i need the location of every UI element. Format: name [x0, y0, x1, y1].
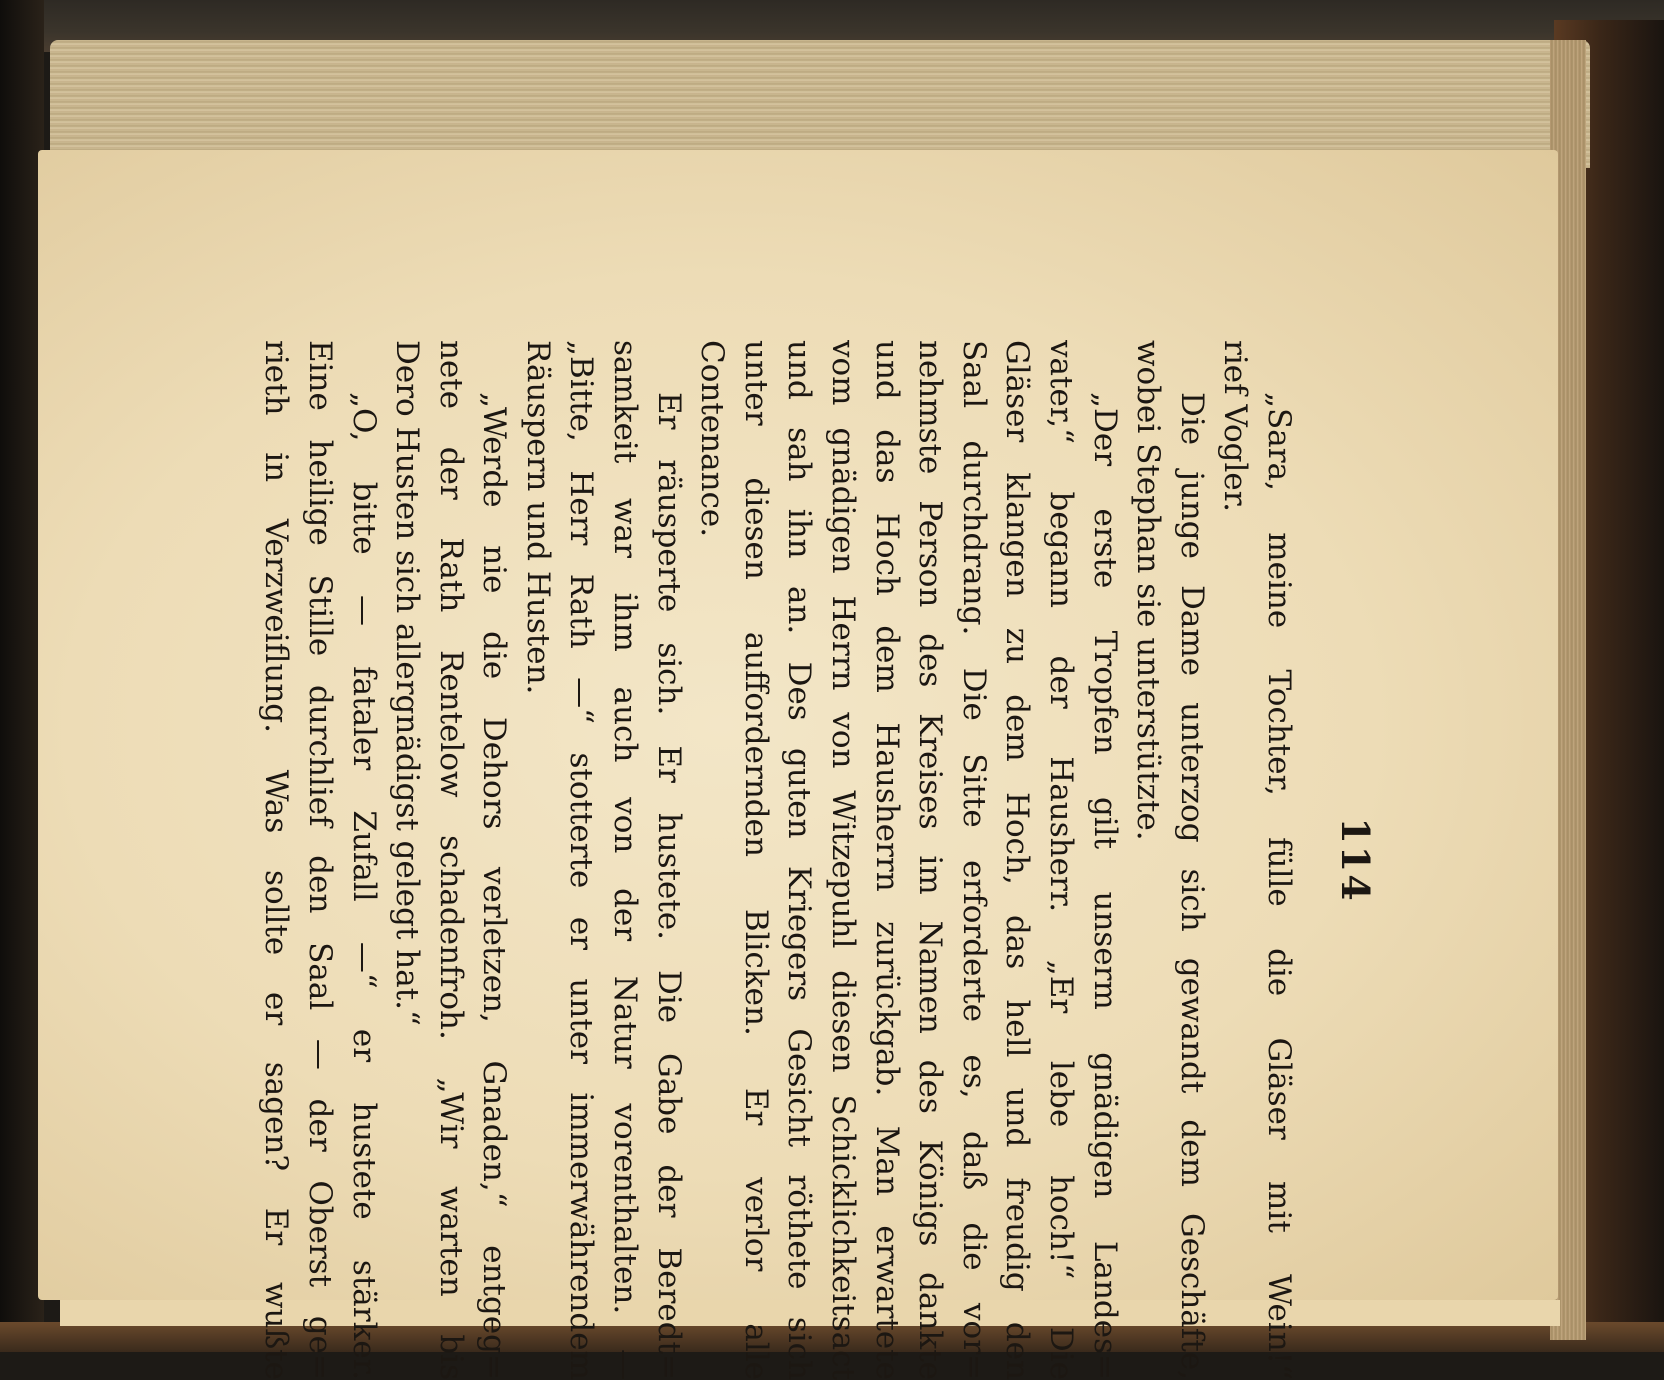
text-line: nehmste Person des Kreises im Namen des Königs dankte: [912, 340, 949, 1380]
text-line: „Sara, meine Tochter, fülle die Gläser mit Wein!“: [1261, 392, 1297, 1380]
text-line: Dero Husten sich allergnädigst gelegt hat.“: [389, 340, 426, 1026]
text-line: und sah ihn an. Des guten Kriegers Gesicht röthete sich: [781, 340, 818, 1380]
text-line: Die junge Dame unterzog sich gewandt dem Geschäfte,: [1173, 392, 1210, 1380]
text-line: Saal durchdrang. Die Sitte erforderte es, daß die vor=: [955, 340, 992, 1380]
text-lines: [254, 340, 1300, 1380]
text-line: Er räusperte sich. Er hustete. Die Gabe der Beredt=: [650, 392, 687, 1380]
text-line: vater,“ begann der Hausherr. „Er lebe hoch!“ Die: [1043, 340, 1080, 1380]
text-line: Gläser klangen zu dem Hoch, das hell und freudig den: [999, 340, 1036, 1380]
text-line: und das Hoch dem Hausherrn zurückgab. Man erwartete: [868, 340, 905, 1380]
page-block-edge: [50, 40, 1590, 168]
page-text-block: [198, 340, 1378, 1380]
text-line: Eine heilige Stille durchlief den Saal — der Oberst ge=: [301, 340, 338, 1380]
page-number: 114: [1333, 817, 1378, 903]
text-line: „Werde nie die Dehors verletzen, Gnaden,“ entgeg=: [476, 392, 513, 1380]
text-line: „O, bitte — fataler Zufall —“ er hustete stärker.: [345, 392, 382, 1380]
text-line: unter diesen auffordernden Blicken. Er verlor alle: [737, 340, 774, 1380]
text-line: „Der erste Tropfen gilt unserm gnädigen Landes=: [1086, 392, 1123, 1380]
text-line: vom gnädigen Herrn von Witzepuhl diesen Schicklichkeitsact: [825, 340, 862, 1380]
text-line: samkeit war ihm auch von der Natur vorenthalten. —: [607, 340, 644, 1380]
text-line: Contenance.: [694, 340, 731, 538]
text-line: nete der Rath Rentelow schadenfroh. „Wir warten bis: [432, 340, 469, 1380]
text-line: rief Vogler.: [1217, 340, 1254, 512]
text-line: rieth in Verzweiflung. Was sollte er sagen? Er wußte: [258, 340, 295, 1380]
text-line: wobei Stephan sie unterstützte.: [1130, 340, 1167, 841]
book-page: [38, 150, 1558, 1380]
text-line: Räuspern und Husten.: [519, 340, 556, 695]
text-line: „Bitte, Herr Rath —“ stotterte er unter immerwährendem: [563, 340, 600, 1380]
